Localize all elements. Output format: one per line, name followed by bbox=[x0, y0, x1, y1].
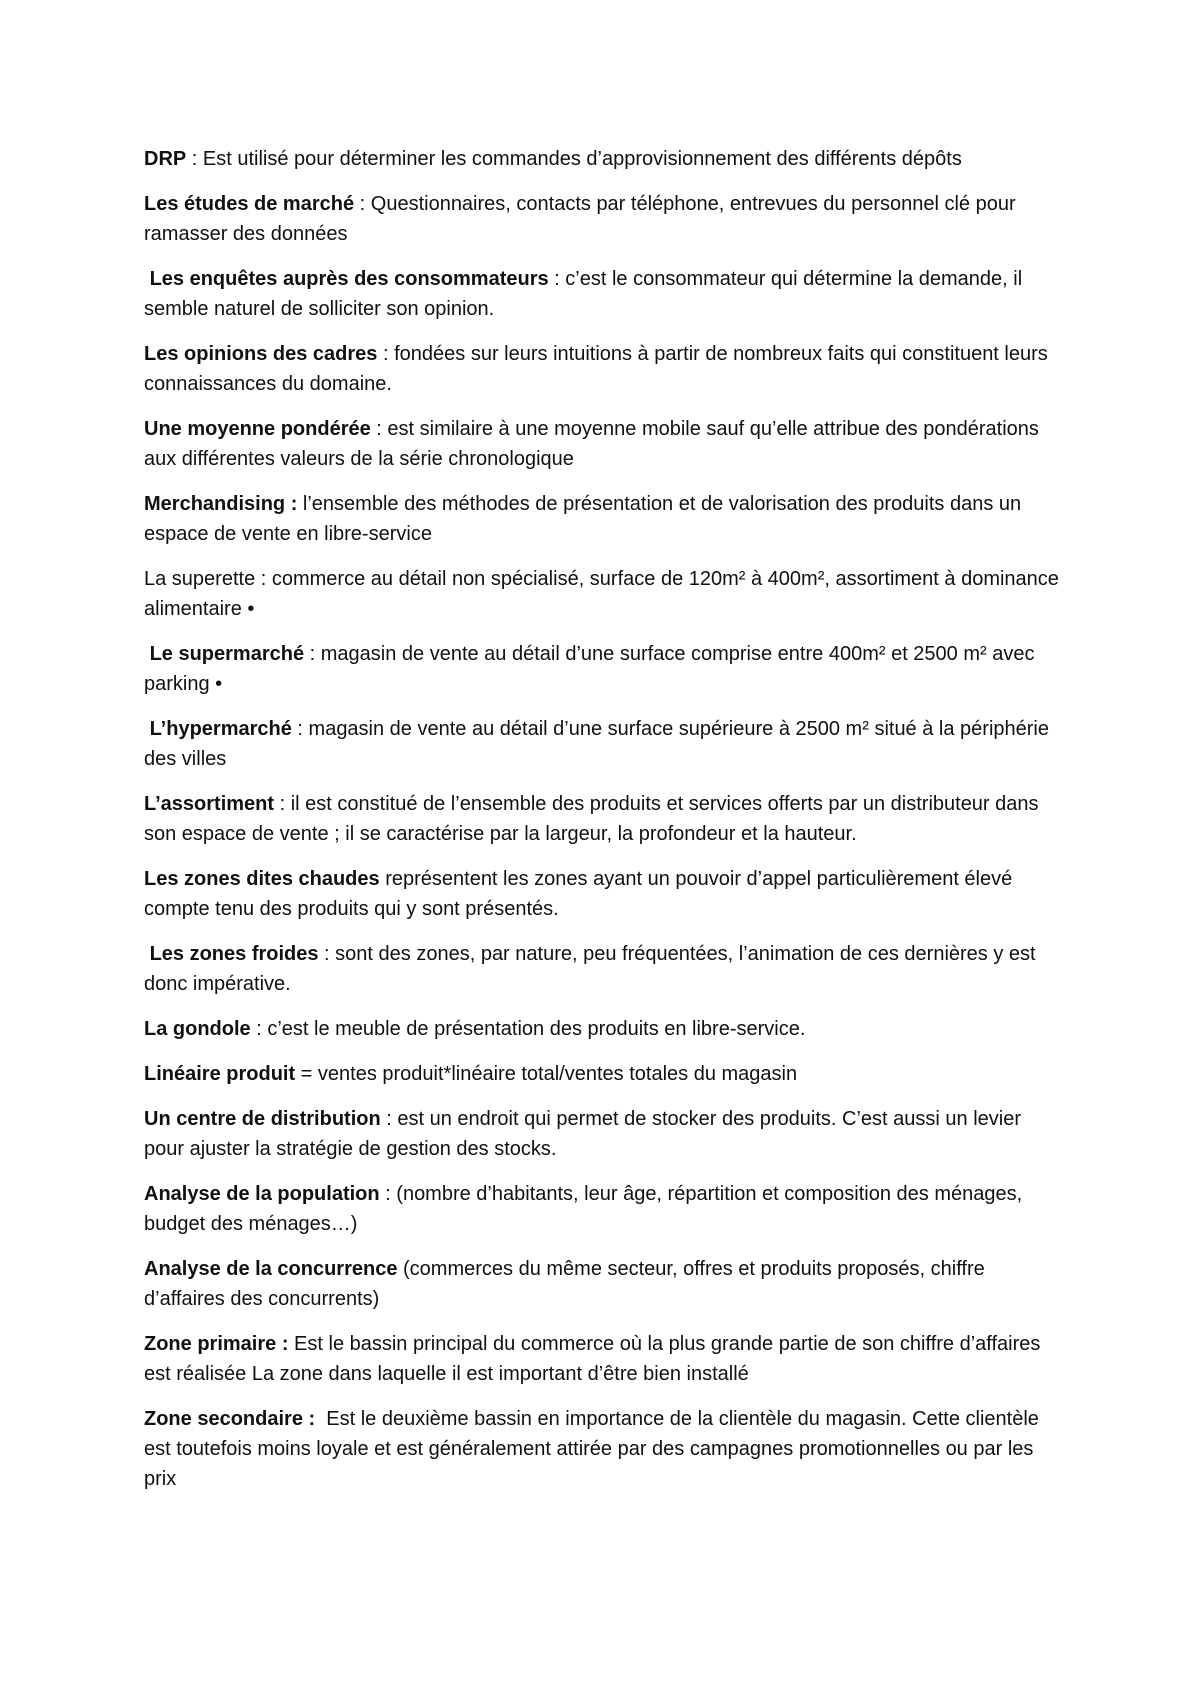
definition-text: : est un endroit qui permet de stocker des produits. C’est aussi un levier pour ajuster la stratégie de gestion des stocks. bbox=[144, 1108, 1022, 1160]
definition-text: : Est utilisé pour déterminer les commandes d’approvisionnement des différents dépôts bbox=[186, 148, 962, 170]
term-label: Analyse de la population bbox=[144, 1183, 380, 1205]
term-label: L’assortiment bbox=[144, 793, 275, 815]
definition-text: l’ensemble des méthodes de présentation et de valorisation des produits dans un espace de vente en libre-service bbox=[144, 493, 1022, 545]
paragraph-etudes-marche bbox=[144, 189, 1064, 249]
definition-text: Est le deuxième bassin en importance de la clientèle du magasin. Cette clientèle est toutefois moins loyale et est généralement attirée par des campagnes promotionnelles ou par les prix bbox=[144, 1408, 1045, 1490]
term-label: Zone secondaire : bbox=[144, 1408, 316, 1430]
paragraph-opinions-cadres bbox=[144, 339, 1064, 399]
term-label: Les enquêtes auprès des consommateurs bbox=[144, 268, 549, 290]
paragraph-zone-primaire bbox=[144, 1329, 1064, 1389]
paragraph-zone-secondaire bbox=[144, 1404, 1064, 1494]
definition-text: La superette : commerce au détail non spécialisé, surface de 120m² à 400m², assortiment à dominance alimentaire • bbox=[144, 568, 1059, 620]
term-label: Zone primaire : bbox=[144, 1333, 289, 1355]
definition-text: : c’est le consommateur qui détermine la demande, il semble naturel de solliciter son opinion. bbox=[144, 268, 1023, 320]
paragraph-hypermarche bbox=[144, 714, 1064, 774]
paragraph-centre-distribution bbox=[144, 1104, 1064, 1164]
definition-text: : magasin de vente au détail d’une surface supérieure à 2500 m² situé à la périphérie des villes bbox=[144, 718, 1049, 770]
definition-text: : (nombre d’habitants, leur âge, répartition et composition des ménages, budget des ménages…) bbox=[144, 1183, 1023, 1235]
paragraph-merchandising bbox=[144, 489, 1064, 549]
paragraph-drp bbox=[144, 144, 1064, 174]
term-label: Le supermarché bbox=[144, 643, 305, 665]
paragraph-zones-froides bbox=[144, 939, 1064, 999]
term-label: Les études de marché bbox=[144, 193, 355, 215]
definition-text: : Questionnaires, contacts par téléphone, entrevues du personnel clé pour ramasser des données bbox=[144, 193, 1016, 245]
definition-text: : magasin de vente au détail d’une surface comprise entre 400m² et 2500 m² avec parking • bbox=[144, 643, 1035, 695]
paragraph-assortiment bbox=[144, 789, 1064, 849]
definition-text: (commerces du même secteur, offres et produits proposés, chiffre d’affaires des concurrents) bbox=[144, 1258, 985, 1310]
term-label: DRP bbox=[144, 148, 187, 170]
paragraph-enquetes bbox=[144, 264, 1064, 324]
definition-text: représentent les zones ayant un pouvoir d’appel particulièrement élevé compte tenu des produits qui y sont présentés. bbox=[144, 868, 1013, 920]
term-label: La gondole bbox=[144, 1018, 251, 1040]
paragraph-supermarche bbox=[144, 639, 1064, 699]
definition-text: = ventes produit*linéaire total/ventes totales du magasin bbox=[295, 1063, 798, 1085]
document-body bbox=[144, 144, 1064, 1509]
term-label: L’hypermarché bbox=[144, 718, 292, 740]
term-label: Une moyenne pondérée bbox=[144, 418, 371, 440]
paragraph-gondole bbox=[144, 1014, 1064, 1044]
term-label: Merchandising : bbox=[144, 493, 298, 515]
term-label: Les opinions des cadres bbox=[144, 343, 378, 365]
definition-text: : fondées sur leurs intuitions à partir de nombreux faits qui constituent leurs connaissances du domaine. bbox=[144, 343, 1048, 395]
term-label: Linéaire produit bbox=[144, 1063, 296, 1085]
term-label: Les zones froides bbox=[144, 943, 319, 965]
paragraph-analyse-concurrence bbox=[144, 1254, 1064, 1314]
definition-text: : sont des zones, par nature, peu fréquentées, l’animation de ces dernières y est donc impérative. bbox=[144, 943, 1036, 995]
definition-text: : est similaire à une moyenne mobile sauf qu’elle attribue des pondérations aux différentes valeurs de la série chronologique bbox=[144, 418, 1039, 470]
paragraph-lineaire-produit bbox=[144, 1059, 1064, 1089]
paragraph-moyenne-ponderee bbox=[144, 414, 1064, 474]
paragraph-zones-chaudes bbox=[144, 864, 1064, 924]
paragraph-analyse-population bbox=[144, 1179, 1064, 1239]
definition-text: : il est constitué de l’ensemble des produits et services offerts par un distributeur dans son espace de vente ; il se caractérise par la largeur, la profondeur et la hauteur. bbox=[144, 793, 1039, 845]
definition-text: Est le bassin principal du commerce où la plus grande partie de son chiffre d’affaires est réalisée La zone dans laquelle il est important d’être bien installé bbox=[144, 1333, 1041, 1385]
term-label: Les zones dites chaudes bbox=[144, 868, 380, 890]
definition-text: : c’est le meuble de présentation des produits en libre-service. bbox=[250, 1018, 806, 1040]
term-label: Un centre de distribution bbox=[144, 1108, 381, 1130]
term-label: Analyse de la concurrence bbox=[144, 1258, 398, 1280]
paragraph-superette bbox=[144, 564, 1064, 624]
